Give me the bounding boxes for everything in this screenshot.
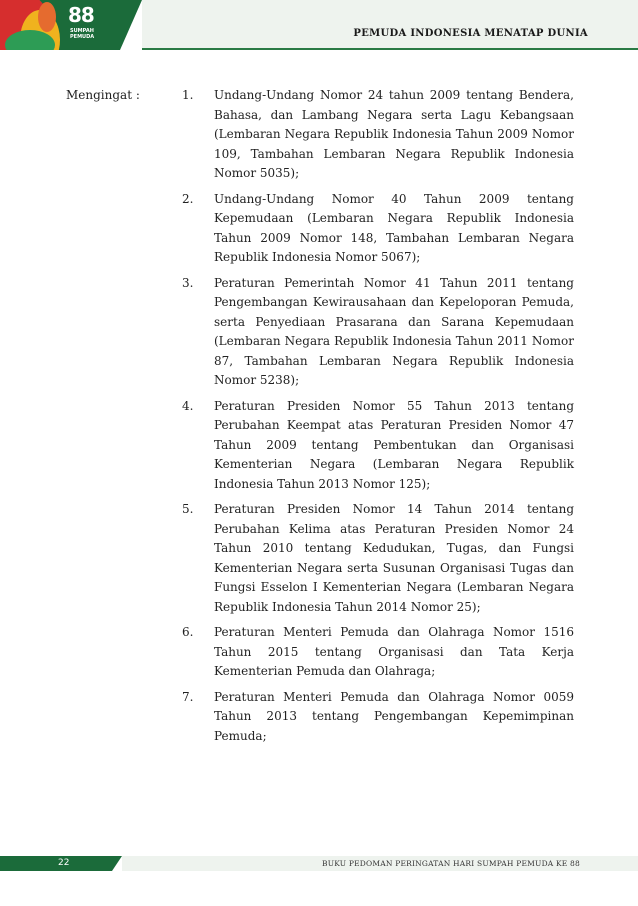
item-text: Peraturan Presiden Nomor 55 Tahun 2013 tentang Perubahan Keempat atas Peraturan Presiden Nomor 47 Tahun 2009 tentang Pembentukan dan Organisasi Kementerian Negara (Lembaran Negara Republik Indonesia Tahun 2013 Nomor 125); <box>214 398 574 491</box>
item-text: Peraturan Menteri Pemuda dan Olahraga Nomor 0059 Tahun 2013 tentang Pengembangan Kepemimpinan Pemuda; <box>214 689 574 743</box>
list-item <box>182 623 574 682</box>
header-band <box>142 0 638 50</box>
section-label: Mengingat : <box>66 88 140 102</box>
header-rule <box>142 48 638 50</box>
list-item <box>182 86 574 184</box>
item-number: 6. <box>182 625 194 639</box>
list-item <box>182 688 574 747</box>
logo-text: SUMPAH PEMUDA <box>70 28 95 40</box>
item-text: Peraturan Pemerintah Nomor 41 Tahun 2011 tentang Pengembangan Kewirausahaan dan Kepeloporan Pemuda, serta Penyediaan Prasarana dan Sarana Kepemudaan (Lembaran Negara Republik Indonesia Tahun 2011 Nomor 87, Tambahan Lembaran Negara Republik Indonesia Nomor 5238); <box>214 275 574 387</box>
item-number: 5. <box>182 502 194 516</box>
item-text: Peraturan Menteri Pemuda dan Olahraga Nomor 1516 Tahun 2015 tentang Organisasi dan Tata Kerja Kementerian Pemuda dan Olahraga; <box>214 625 574 678</box>
footer-slant <box>112 856 122 871</box>
list-item <box>182 274 574 391</box>
header-slant <box>120 0 142 50</box>
item-number: 7. <box>182 689 194 704</box>
item-text: Undang-Undang Nomor 40 Tahun 2009 tentang Kepemudaan (Lembaran Negara Republik Indonesia Tahun 2009 Nomor 148, Tambahan Lembaran Negara Republik Indonesia Nomor 5067); <box>214 191 574 264</box>
item-number: 1. <box>182 88 194 102</box>
logo-orange-shape <box>38 2 56 32</box>
item-number: 4. <box>182 398 194 413</box>
running-header-title: PEMUDA INDONESIA MENATAP DUNIA <box>353 28 588 39</box>
list-item <box>182 190 574 268</box>
footer-green-block <box>0 856 112 871</box>
sumpah-pemuda-88-logo <box>0 0 120 50</box>
item-text: Peraturan Presiden Nomor 14 Tahun 2014 tentang Perubahan Kelima atas Peraturan Presiden Nomor 24 Tahun 2010 tentang Kedudukan, Tugas, dan Fungsi Kementerian Negara serta Susunan Organisasi Tugas dan Fungsi Esselon I Kementerian Negara (Lembaran Negara Republik Indonesia Tahun 2014 Nomor 25); <box>214 502 574 614</box>
footer-book-title: BUKU PEDOMAN PERINGATAN HARI SUMPAH PEMUDA KE 88 <box>322 859 580 868</box>
list-item <box>182 500 574 617</box>
item-number: 3. <box>182 275 194 290</box>
list-item <box>182 397 574 495</box>
legal-basis-list <box>182 86 574 752</box>
item-text: Undang-Undang Nomor 24 tahun 2009 tentang Bendera, Bahasa, dan Lambang Negara serta Lagu Kebangsaan (Lembaran Negara Republik Indonesia Tahun 2009 Nomor 109, Tambahan Lembaran Negara Republik Indonesia Nomor 5035); <box>214 88 574 180</box>
item-number: 2. <box>182 191 194 206</box>
page-header <box>0 0 638 50</box>
page-footer <box>0 856 638 871</box>
page-number: 22 <box>58 858 70 868</box>
logo-number: 88 <box>68 3 94 27</box>
